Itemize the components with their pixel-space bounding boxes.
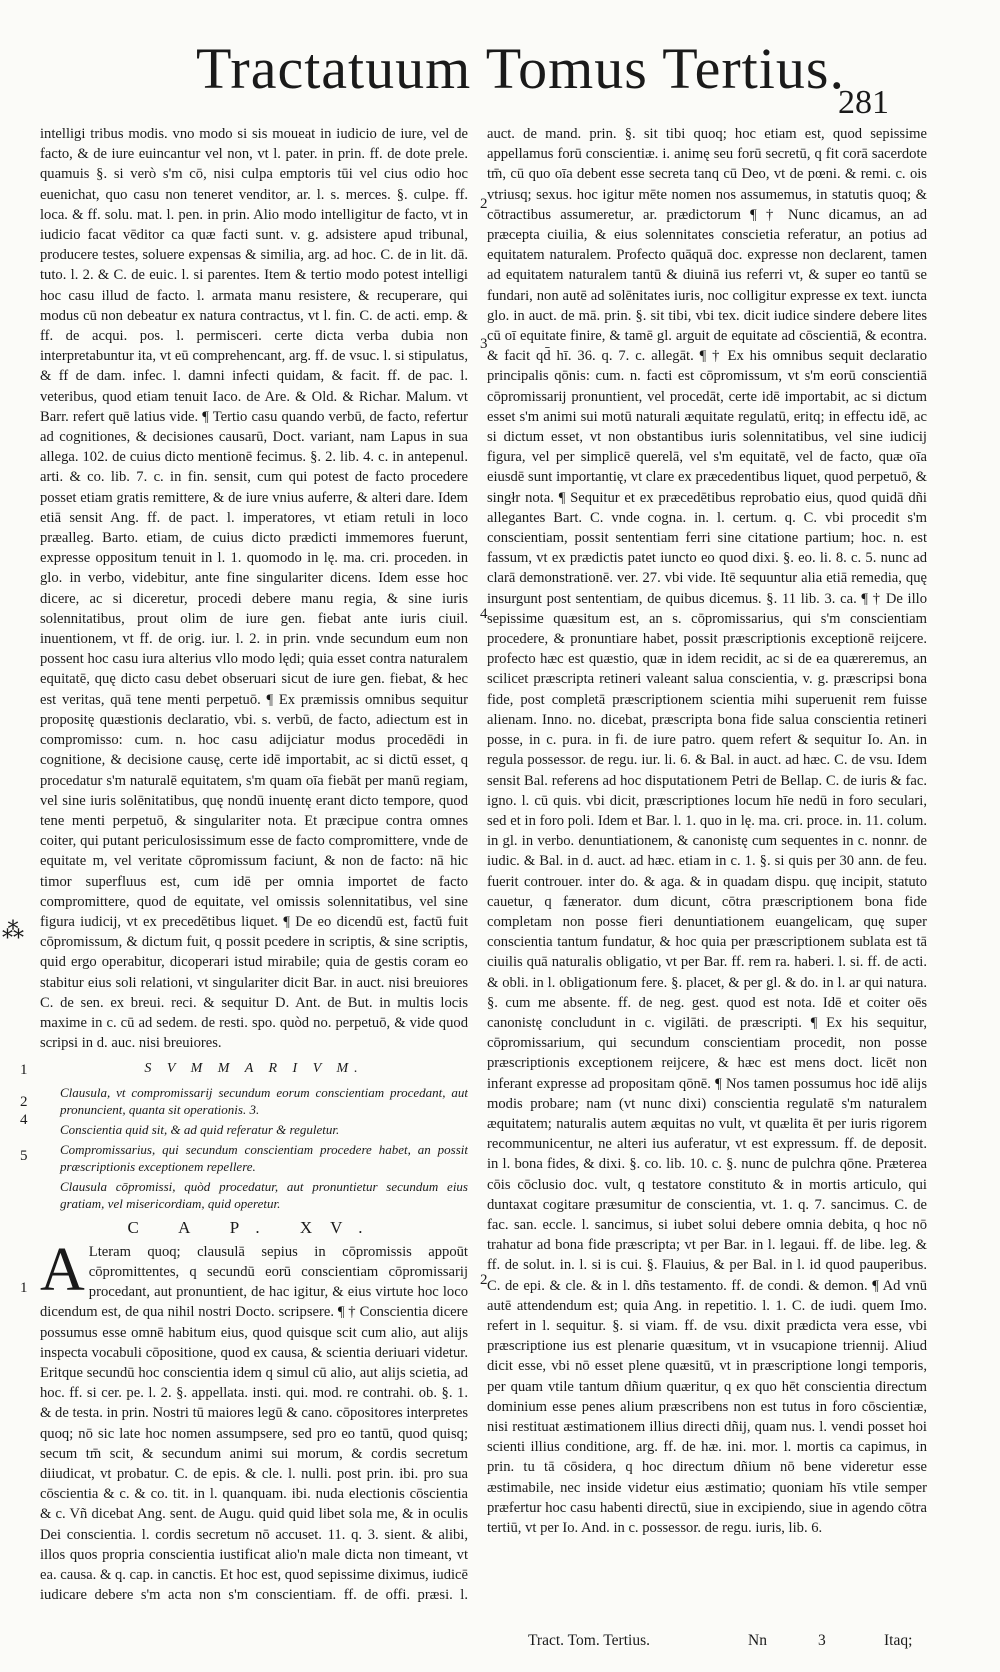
summary-item <box>40 1084 468 1118</box>
summary-list <box>40 1084 468 1212</box>
footer-signature: Nn <box>748 1632 767 1649</box>
page-number: 281 <box>838 84 889 121</box>
margin-number: 1 <box>20 1062 28 1078</box>
footer-book-title: Tract. Tom. Tertius. <box>528 1632 650 1649</box>
manuscript-mark-icon: ⁂ <box>2 918 24 943</box>
left-paragraph: intelligi tribus modis. vno modo si sis moueat in iudicio de iure, vel de facto, & de iure euincantur vel non, vt l. pater. in prin. ff. de dote prele. quamuis §. si verò s'm cō, nisi culpa emptoris tūi vel cius odio hoc euenichat, quo casu non teneret venditor, ar. l. s. merces. §. culpe. ff. loca. & ff. solu. mat. l. pen. in prin. Alio modo intelligitur de facto, vt in iudicio facat vēditor ca quæ facti sunt. v. g. adsistere apud tribunal, producere testes, soluere expensas & similia, arg. ad hoc. C. de in lit. dā. tuto. l. 2. & C. de euic. l. si parentes. Item & tertio modo potest intelligi hoc casu illud de facto. l. armata manu resistere, & recuperare, qui modus cū non debeatur ex natura contractus, vt l. fin. C. de acti. emp. & ff. de acqui. pos. l. permisceri. certe dicta verba dubia non interpretabuntur ita, vt eū comprehencant, arg. ff. de vsuc. l. si stipulatus, & ff de dam. infec. l. damni infecti quidam, & facit. ff. de pac. l. veteribus, quod etiam tenuit Iaco. de Are. & Old. & Richar. Malum. vt Barr. refert quē latius vide. ¶ Tertio casu quando verbū, de facto, refertur ad cognitiones, & decisiones causarū, Doct. variant, nam Lapus in sua allega. 102. de cuius dicto mentionē fecimus. §. 2. lib. 4. c. in antepenul. arti. & co. lib. 7. c. in fin. sensit, cum qui potest de facto procedere posset etiam gratis remittere, & de iure vnius auferre, & alteri dare. Idem etiā sensit Ang. ff. de pact. l. imperatores, vt etiam retuli in loco præalleg. Barto. etiam, de cuius dicto prædicti immemores fuerunt, expresse oppositum tenuit in l. 1. quomodo in lę. ma. cri. proceden. in glo. in verbo, videbitur, ante fine singulariter dicens. Idem esse hoc dicere, ac si diceretur, procedi debere manu regia, & sine iuris solennitatibus, prout olim de iure gen. fiebat ante iuris ciuil. inuentionem, vt ff. de orig. iur. l. 2. in prin. vnde secundum eum non possent hoc casu iura alterius vllo modo lędi; quia esset contra naturalem equitatē, quę dicto casu debet obseruari sicut de iure gen. fiebat, & hec est veritas, quā tene menti perpetuō. ¶ Ex præmissis omnibus sequitur propositę quæstionis declaratio, vbi. s. verbū, de facto, adiectum est in compromisso: cum. n. hoc casu adijciatur modus procedēdi in cognitione, & decisione causę, certe idē importabit, ac si dictū esset, q procedatur s'm naturalē equitatem, s'm quam oīa fiebāt per manū regiam, vel sine iuris solēnitatibus, quę nondū inuentę erant dicto tempore, quod tene menti perpetuō, & singulariter nota. Et præcipue contra omnes coiter, qui putant periculosissimum esse de facto compromittere, vnde de equitate m, vel veritate cōpromissum faciunt, & non de facto: nā hic timor superfluus est, cum idē per omnia importet de facto compromittere, quod de equitate, vel omissis solennitatibus, vel sine figura iudicij, vt ex precedētibus liquet. ¶ De eo dicendū est, factū fuit cōpromissum, & dictum fuit, q possit pcedere in scriptis, & sine scriptis, quid ergo operabitur, dicoperari istud mirabile; quia de gestis coram eo stabitur eius soli relationi, vt singulariter dicit Bar. in auct. nisi breuiores C. de sen. ex breui. reci. & sequitur D. Ant. de But. in multis locis maxime in c. cū ad sedem. de resti. spo. quòd no. perpetuō, & vide quod scripsi in d. auc. nisi breuiores. <box>40 126 468 1052</box>
right-paragraph: auct. de mand. prin. §. sit tibi quoq; hoc etiam est, quod sepissime appellamus forū conscientiæ. i. animę seu forū secretū, q fit corā sacerdote tm̄, cū quo oīa debent esse secreta tanq cū Deo, vt de pœni. & remi. c. ois vtriusq; sexus. hoc igitur mēte nomen nos assumemus, in statutis quoq; & cōtractibus assumeretur, ar. prædictorum ¶ † Nunc dicamus, an ad præcepta ciuilia, & eius solennitates conscietia referatur, an potius ad equitatem naturalem. Profecto quāquā doc. expresse non declarent, tamen ad equitatem naturalem tantū & diuinā ius referri vt, & super eo tantū se fundari, non autē ad solēnitates iuris, noc colligitur expresse ex text. iuncta glo. in auct. de mā. prin. §. sit tibi, vbi tex. dicit iudice sindere debere lites cū oī equitate finire, & tamē gl. arguit de equitate ad cōscientiā, & econtra. & facit qd̄ hī. 36. q. 7. c. allegāt. ¶ † Ex his omnibus sequit declaratio principalis qōnis: cum. n. facti est cōpromissum, vt s'm eorū conscientiā cōpromissarij pronuntient, vel procedāt, certe idē importabit, ac si dictum esset s'm animi sui motū naturali æquitate regulatū, eritq; in effectu idē, ac si dictum esset, vt non obstantibus iuris solennitatibus, vel sine iudicij figura, vel per simplicē querelā, vel s'm equitatē, vel de facto, quæ oīa eiusdē sunt importantię, vt clare ex præcedentibus liquet, quod perpetuō, & singłr nota. ¶ Sequitur et ex præcedētibus reprobatio eius, quod quidā dñi allegantes Bart. C. vnde cogna. in. l. certum. q. C. vbi procedit s'm conscientiam, possit sententiam ferri sine citatione partium; hoc. n. est fassum, vt ex prædictis patet iuncto eo quod dixi. §. eo. li. 8. c. 5. nunc ad clarā demonstrationē. ver. 27. vbi vide. Itē sequuntur alia etiā remedia, quę insurgunt post sententiam, de quibus dicemus. §. 11 lib. 3. ca. ¶ † De illo sepissime quæsitum est, an s. cōpromissarius, qui s'm conscientiam procedere, & pronuntiare habet, possit præscriptionis exceptionē reijcere. profecto hæc est quæstio, quæ in idem recidit, ac si de ea quæreremus, an scilicet præscripta retineri valeant salua conscientia, v. g. præscripsi bona fide, post completā præscriptionem scientia mihi superuenit rem fuisse alienam. Inno. no. dicebat, præscripta bona fide salua conscientia retineri posse, in c. pura. in fi. de iure patro. quem refert & sequitur Io. An. in regula possessor. de regu. iur. li. 6. & Bal. in auct. ad hæc. C. de vsu. Idem sensit Bal. referens ad hoc disputationem Petri de Bellap. C. de iuris & fac. igno. l. cū quis. vbi dicit, præscriptiones locum hīe nedū in foro seculari, sed et in foro poli. Idem et Bar. l. 1. quo in lę. ma. cri. proce. in. 11. colum. in gl. in verbo. denuntiationem, & canonistę cum sequentes in c. nonnr. de iudic. & Bal. in d. auct. ad hæc. etiam in c. 1. §. si quis per 30 ann. de feu. fuerit controuer. inter do. & aga. & in quadam dispu. quę incipit, statuto cauetur, q fænerator. dum dicunt, cōtra præscriptionem bona fide completam non posse fieri denuntiationem euangelicam, quę super conscientia tantum fundatur, & hoc quia per præscriptionem sublata est tā ciuilis quā naturalis obligatio, vt per Bar. ff. rem ra. haberi. l. si. ff. de acti. & obli. in l. obligationum fere. §. placet, & per gl. & do. in l. ar qui natura. §. cum me absente. ff. de neg. gest. quod est nota. Idē et coiter oēs canonistę concludunt in c. vigilāti. de præscripti. ¶ Ex his sequitur, cōpromissarium, qui secundum conscientiam procedit, non posse præscriptionis exceptionem reijcere, & hæc est mens doct. licēt non inferant expresse ad propositam qōnē. ¶ Nos tamen possumus hoc idē alijs modis probare; nam (vt nunc dixi) conscientia regulatē s'm naturalem æquitatem; naturalis autem æquitas no vult, vt quælita ēt per iuris rigorem recommunicentur, ne alteri ius auferatur, vt est expressum. ff. de deposit. in l. bona fides, & dixi. §. co. lib. 10. c. §. nunc de pulchra qōne. Præterea cōis cōclusio doc. vult, q testatore constituto & in mortis articulo, qui duntaxat cogitare præsumitur de conscientia, vt. 1. q. 7. sancimus. C. de fac. san. eccle. l. sancimus, si iubet solui debere omnia debita, q hoc nō trahatur ad bona fide præscripta; vt per Bar. in l. legaui. ff. de libe. leg. & ff. de solut. in. l. si is cui. §. Flauius, & per Bal. in l. id quod pauperibus. C. de epi. & cle. & in l. dñs testamento. ff. de condi. & demon. ¶ Ad vnū autē attendendum est; quia Ang. in repetitio. l. 1. C. de iudi. quem Imo. refert in l. sequitur. §. si viam. ff. de vsu. dixit prædicta vera esse, vbi præscriptione ius est plenarie quæsitum, vt in vsucapione triennij. Aliud dicit esse, vbi nō esset plene quæsitū, vt in præscriptione longi temporis, per quam vtile tantum dñium quæritur, q ex quo hēt conscientia directum dominium esse penes alium præscribens non est tutus in foro cōscientiæ, nisi restituat æstimationem illius directi dñij, quam nus. l. vendi posset hoi scienti illius conditione, arg. ff. de hæ. ini. mor. l. mortis ca capimus, in prin. tu tā cōsidera, q hoc directum dñium nō bene videretur esse æstimabile, nec inside videtur eius æstimatio; quoniam hīs vtile semper præfertur hoc casu habenti directū, siue in excipiendo, siue in agendo cōtra tertiū, vt per Io. And. in c. possessor. de regu. iuris, lib. 6. <box>487 126 927 1537</box>
summary-item <box>40 1141 468 1175</box>
margin-number: 1 <box>20 1280 28 1296</box>
summary-heading: S V M M A R I V M. <box>144 1061 364 1077</box>
chapter-body: Lteram quoq; clausulā sepius in cōpromissis appoūt cōpromittentes, q secundū eorū conscientiam cōpromissarij procedant, aut pronuntient, de hac igitur, & eius virtute hoc loco dicendum est, de qua nihil nostri Docto. scripsere. ¶ † Conscientia dicere possumus esse omnē habitum eius, quod quisque scit cum alio, aut alijs inspecta vocabuli cōpositione, quod ex causa, & scientia deriuari videtur. Eritque secundū hoc conscientia idem q simul cū alio, aut alijs scietia, ad hoc. ff. si cer. pe. l. 2. §. appellata. insti. qui. mod. re contrahi. ob. §. 1. & de testa. in prin. Nostri tū maiores legū & cano. cōpositores interpretes quoq; nō sic late hoc nomen assumpsere, sed pro eo tantū, quod quisq; secum tm̄ scit, & secundum animi sui morum, & cordis secretum diiudicat, vt probatur. C. de epis. & cle. l. nulli. post prin. ibi. pro sua cōscientia & c. & co. tit. in l. quanquam. ibi. nuda electionis cōscientia & c. Vñ dicebat Ang. sent. de Augu. quid quid libet sola me, & in oculis Dei conscientia. l. cordis secretum nō accuset. 11. q. 3. sient. & alibi, illos quos propria conscientia iustificat alio'n male dicta non timeant, vt ea. causa. & q. cap. in canctis. Et hoc est, quod sepissime diximus, iudicē iudicare debere s'm acta non s'm conscientiam. ff. de offi. præsi. l. <box>40 1243 468 1604</box>
right-column <box>487 124 927 1624</box>
running-title: Tractatuum Tomus Tertius. <box>196 36 845 101</box>
margin-number: 4 <box>20 1112 28 1128</box>
margin-number: 4 <box>480 606 488 622</box>
summary-item-text: Clausula cōpromissi, quòd procedatur, aut pronuntietur secundum eius gratiam, vel misericordiam, quid operetur. <box>60 1178 468 1211</box>
margin-number: 5 <box>20 1148 28 1164</box>
margin-number: 3 <box>480 336 488 352</box>
summary-item <box>40 1178 468 1212</box>
summary-item-text: Clausula, vt compromissarij secundum eorum conscientiam procedant, aut pronuncient, quanta sit operationis. 3. <box>60 1084 468 1117</box>
margin-number: 2 <box>20 1094 28 1110</box>
chapter-heading: C A P. XV. <box>127 1217 381 1237</box>
drop-capital: A <box>40 1235 85 1304</box>
summary-item <box>40 1121 468 1138</box>
summary-item-text: Conscientia quid sit, & ad quid referatur & reguletur. <box>60 1121 340 1137</box>
margin-number: 2 <box>480 196 488 212</box>
chapter-text <box>40 1235 468 1604</box>
footer-signature-number: 3 <box>818 1632 826 1649</box>
footer-catchword: Itaq; <box>884 1632 913 1649</box>
left-column <box>40 124 468 1604</box>
summary-item-text: Compromissarius, qui secundum conscientiam procedere habet, an possit præscriptionis exceptionem repellere. <box>60 1141 468 1174</box>
margin-number: 2 <box>480 1272 488 1288</box>
